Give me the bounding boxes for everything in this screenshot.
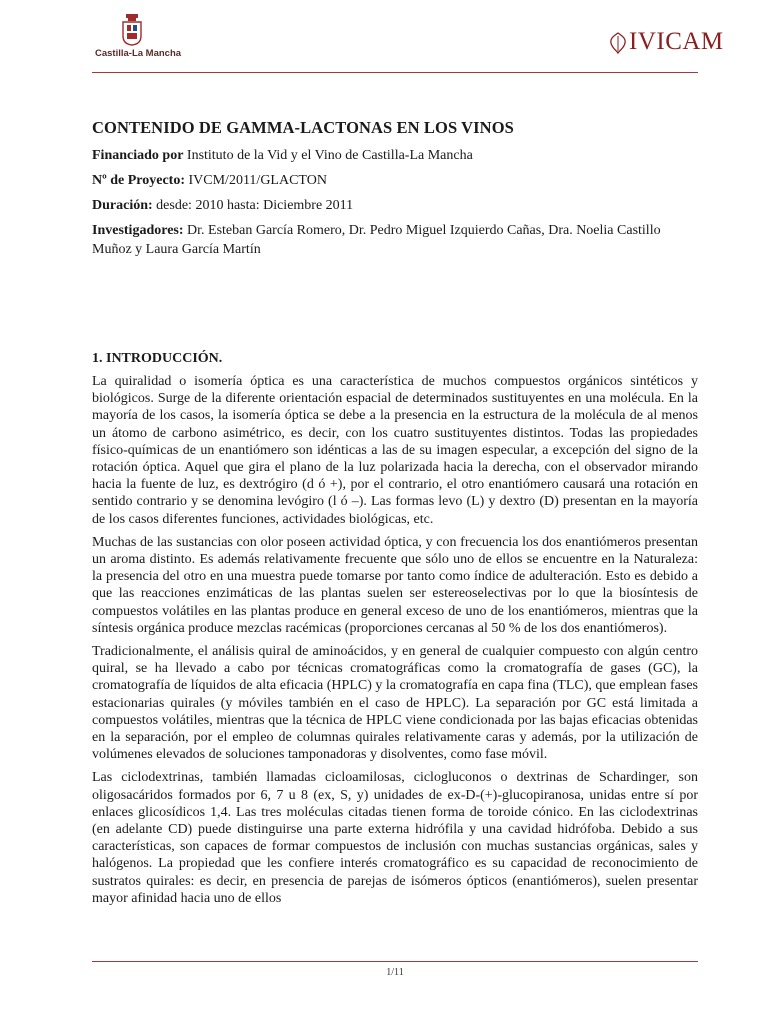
researchers-line xyxy=(92,221,698,259)
researchers-value: Dr. Esteban García Romero, Dr. Pedro Miguel Izquierdo Cañas, Dra. Noelia Castillo Muñoz y Laura García Martín xyxy=(92,223,661,257)
coat-of-arms-icon xyxy=(122,14,142,46)
paragraph: Muchas de las sustancias con olor poseen actividad óptica, y con frecuencia los dos enantiómeros presentan un aroma distinto. Es además relativamente frecuente que sólo uno de ellos se encuentre en la Naturaleza: la presencia del otro en una muestra puede tomarse por tanto como índice de adulteración. Esto es debido a que las reacciones enzimáticas de las plantas suelen ser estereoselectivas por lo que la biosíntesis de compuestos volátiles en las plantas produce en general exceso de uno de los enantiómeros, mientras que la síntesis orgánica produce mezclas racémicas (proporciones cercanas al 50 % de los dos enantiómeros). xyxy=(92,534,698,636)
project-label: Nº de Proyecto: xyxy=(92,173,185,188)
funding-value: Instituto de la Vid y el Vino de Castilla-La Mancha xyxy=(183,148,473,163)
footer-divider xyxy=(92,961,698,962)
researchers-label: Investigadores: xyxy=(92,223,184,238)
funding-line xyxy=(92,146,698,165)
document-body xyxy=(92,118,698,913)
paragraph: Las ciclodextrinas, también llamadas cicloamilosas, ciclogluconos o dextrinas de Schardinger, son oligosacáridos formados por 6, 7 u 8 (ex, S, y) unidades de ex-D-(+)-glucopiranosa, unidas entre sí por enlaces glicosídicos 1,4. Las tres moléculas citadas tienen forma de toroide cónico. En las ciclodextrinas (en adelante CD) puede distinguirse una parte externa hidrófila y una cavidad hidrófoba. Debido a sus características, son capaces de formar compuestos de inclusión con muchas sustancias orgánicas, sales y halógenos. La propiedad que les confiere interés cromatográfico es su capacidad de reconocimiento de sustratos quirales: es decir, en presencia de parejas de isómeros ópticos (enantiómeros), suelen presentar mayor afinidad hacia uno de ellos xyxy=(92,770,698,906)
project-line xyxy=(92,171,698,190)
logo-left-text: Castilla-La Mancha xyxy=(95,48,182,59)
paragraph: La quiralidad o isomería óptica es una característica de muchos compuestos orgánicos sintéticos y biológicos. Surge de la diferente orientación espacial de determinados sustituyentes en una molécula. En la mayoría de los casos, la isomería óptica se debe a la presencia en la estructura de la molécula de al menos un átomo de carbono asimétrico, es decir, con los cuatro sustituyentes distintos. Todas las propiedades físico-químicas de un enantiómero son idénticas a las de su imagen especular, a excepción del signo de la rotación óptica. Aquel que gira el plano de la luz polarizada hacia la derecha, con el observador mirando hacia la fuente de luz, es dextrógiro (d ó +), por el contrario, el otro enantiómero causará una rotación en sentido contrario y se denomina levógiro (l ó –). Las formas levo (L) y dextro (D) presentan en la mayoría de los casos diferentes funciones, actividades biológicas, etc. xyxy=(92,374,698,527)
project-value: IVCM/2011/GLACTON xyxy=(185,173,327,188)
vine-leaf-icon xyxy=(609,32,627,54)
castilla-la-mancha-logo xyxy=(92,14,182,60)
header-divider xyxy=(92,72,698,73)
paragraph: Tradicionalmente, el análisis quiral de aminoácidos, y en general de cualquier compuesto con algún centro quiral, se ha llevado a cabo por técnicas cromatográficas como la cromatografía de gases (GC), la cromatografía de líquidos de alta eficacia (HPLC) y la cromatografía en capa fina (TLC), que emplean fases estacionarias quirales (y móviles también en el caso de HPLC). La separación por GC está limitada a compuestos volátiles, mientras que la técnica de HPLC viene condicionada por las bajas eficacias obtenidas en la separación, por el empleo de columnas quirales relativamente caras y además, por la utilización de volúmenes elevados de soluciones tamponadoras y disolventes, como fase móvil. xyxy=(92,644,699,763)
duration-label: Duración: xyxy=(92,198,153,213)
section-heading: 1. INTRODUCCIÓN. xyxy=(92,351,223,366)
duration-value: desde: 2010 hasta: Diciembre 2011 xyxy=(152,198,354,213)
logo-right-text: IVICAM xyxy=(629,28,724,55)
page-number: 1/11 xyxy=(386,967,404,978)
ivicam-logo xyxy=(605,26,724,56)
duration-line xyxy=(92,196,698,215)
funding-label: Financiado por xyxy=(92,148,184,163)
document-title: CONTENIDO DE GAMMA-LACTONAS EN LOS VINOS xyxy=(92,118,514,137)
